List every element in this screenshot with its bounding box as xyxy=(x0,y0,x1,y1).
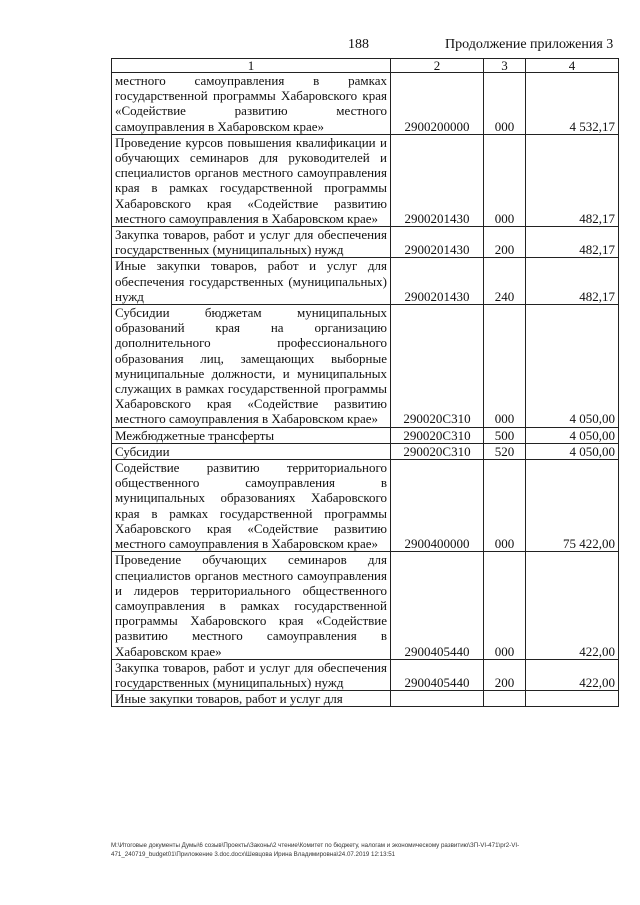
row-code: 2900200000 xyxy=(391,73,484,135)
row-type: 520 xyxy=(484,443,526,459)
table-row xyxy=(112,73,619,135)
row-code xyxy=(391,691,484,707)
row-amount: 482,17 xyxy=(526,258,619,305)
file-path-footer: M:\Итоговые документы Думы\6 созыв\Проекты\Законы\2 чтение\Комитет по бюджету, налогам и экономическому развитию\ЗП-VI-471\pr2-VI-471_240719_budget01\Приложение 3.doc.docx\Шевцова Ирина Владимировна\24.07.2019 12:13:51 xyxy=(111,842,520,858)
row-name: Проведение курсов повышения квалификации и обучающих семинаров для руководителей и специалистов органов местного самоуправления края в рамках государственной программы Хабаровского края «Содействие развитию местного самоуправления в Хабаровском крае» xyxy=(112,134,391,226)
table-row xyxy=(112,552,619,659)
row-amount: 422,00 xyxy=(526,552,619,659)
row-code: 290020С310 xyxy=(391,305,484,428)
table-row xyxy=(112,443,619,459)
row-type xyxy=(484,691,526,707)
row-code: 2900201430 xyxy=(391,227,484,258)
column-header-amount: 4 xyxy=(526,59,619,73)
row-name: Содействие развитию территориального общественного самоуправления в муниципальных образованиях Хабаровского края в рамках государственной программы Хабаровского края «Содействие развитию местного самоуправления в Хабаровском крае» xyxy=(112,460,391,552)
row-code: 2900400000 xyxy=(391,460,484,552)
row-type: 000 xyxy=(484,73,526,135)
table-row xyxy=(112,659,619,690)
row-name: Закупка товаров, работ и услуг для обеспечения государственных (муниципальных) нужд xyxy=(112,227,391,258)
row-name: Проведение обучающих семинаров для специалистов органов местного самоуправления и лидеров территориального общественного самоуправления в рамках государственной программы Хабаровского края «Содействие развитию местного самоуправления в Хабаровском крае» xyxy=(112,552,391,659)
table-row xyxy=(112,227,619,258)
row-code: 2900405440 xyxy=(391,552,484,659)
row-name: Иные закупки товаров, работ и услуг для xyxy=(112,691,391,707)
row-code: 2900405440 xyxy=(391,659,484,690)
row-name: Субсидии xyxy=(112,443,391,459)
row-type: 500 xyxy=(484,427,526,443)
row-amount: 4 050,00 xyxy=(526,427,619,443)
row-amount: 4 050,00 xyxy=(526,443,619,459)
column-header-code: 2 xyxy=(391,59,484,73)
table-row xyxy=(112,691,619,707)
table-row xyxy=(112,305,619,428)
row-type: 200 xyxy=(484,227,526,258)
column-header-type: 3 xyxy=(484,59,526,73)
row-code: 290020С310 xyxy=(391,443,484,459)
row-type: 000 xyxy=(484,460,526,552)
table-row xyxy=(112,134,619,226)
row-amount: 482,17 xyxy=(526,227,619,258)
row-type: 000 xyxy=(484,134,526,226)
table-row xyxy=(112,258,619,305)
row-amount: 4 050,00 xyxy=(526,305,619,428)
row-name: местного самоуправления в рамках государственной программы Хабаровского края «Содействие развитию местного самоуправления в Хабаровском крае» xyxy=(112,73,391,135)
row-code: 2900201430 xyxy=(391,134,484,226)
table-header-row xyxy=(112,59,619,73)
row-amount: 4 532,17 xyxy=(526,73,619,135)
row-code: 2900201430 xyxy=(391,258,484,305)
row-type: 200 xyxy=(484,659,526,690)
column-header-name: 1 xyxy=(112,59,391,73)
row-type: 240 xyxy=(484,258,526,305)
row-code: 290020С310 xyxy=(391,427,484,443)
row-name: Закупка товаров, работ и услуг для обеспечения государственных (муниципальных) нужд xyxy=(112,659,391,690)
table-row xyxy=(112,427,619,443)
row-type: 000 xyxy=(484,305,526,428)
budget-table xyxy=(111,58,619,707)
row-name: Субсидии бюджетам муниципальных образований края на организацию дополнительного профессионального образования лиц, замещающих выборные муниципальные должности, и муниципальных служащих в рамках государственной программы Хабаровского края «Содействие развитию местного самоуправления в Хабаровском крае» xyxy=(112,305,391,428)
row-name: Межбюджетные трансферты xyxy=(112,427,391,443)
row-name: Иные закупки товаров, работ и услуг для обеспечения государственных (муниципальных) нужд xyxy=(112,258,391,305)
row-amount xyxy=(526,691,619,707)
table-row xyxy=(112,460,619,552)
row-amount: 482,17 xyxy=(526,134,619,226)
row-type: 000 xyxy=(484,552,526,659)
row-amount: 75 422,00 xyxy=(526,460,619,552)
row-amount: 422,00 xyxy=(526,659,619,690)
continuation-label: Продолжение приложения 3 xyxy=(445,37,614,52)
page-number: 188 xyxy=(348,37,369,52)
